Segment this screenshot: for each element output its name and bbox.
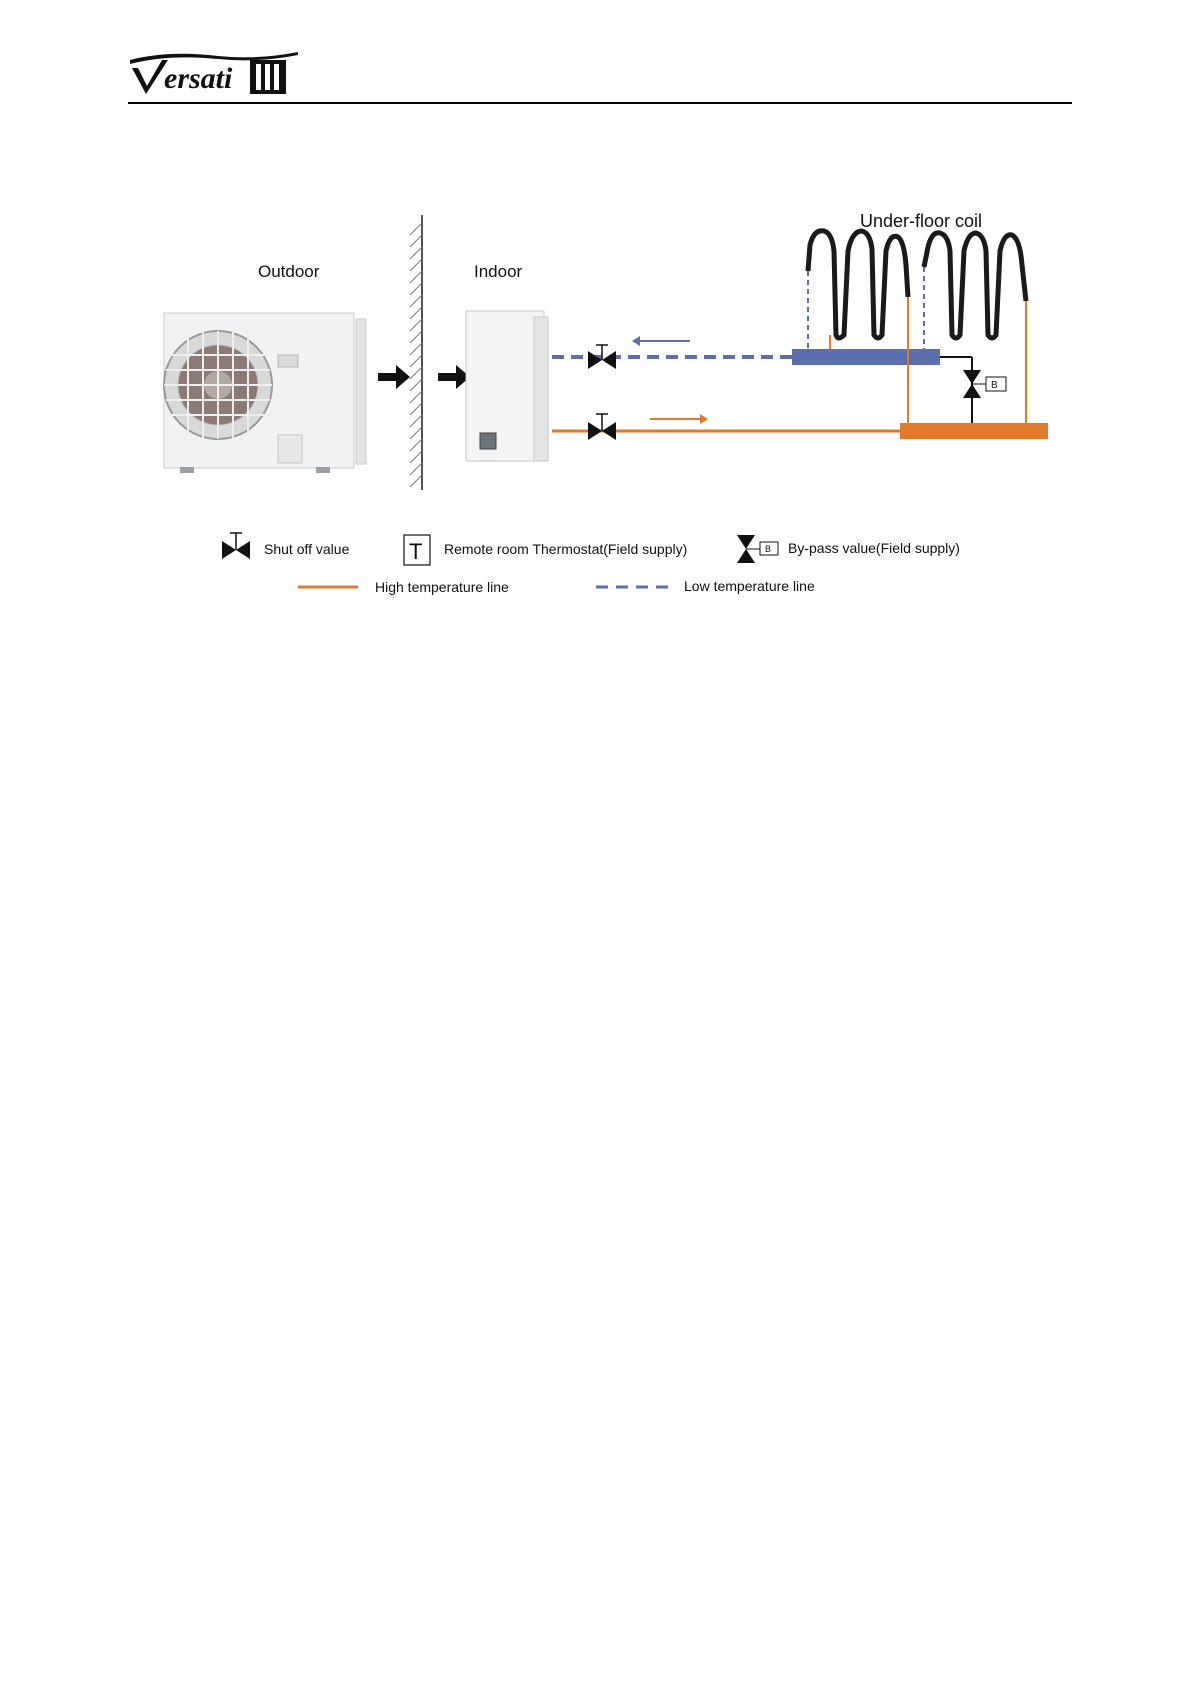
legend-high-temp-line: High temperature line [375,579,509,595]
bypass-tag: B [991,380,998,391]
legend-shut-off-valve: Shut off value [264,541,350,557]
fan-grille-icon [164,331,272,439]
shut-off-valve-high [588,414,616,440]
indoor-unit [466,311,548,461]
header-rule [128,102,1072,104]
svg-text:ersati: ersati [164,62,233,95]
wall [410,215,422,490]
arrow-right-orange-icon [650,414,708,424]
outdoor-unit [164,313,366,473]
shut-off-valve-low [588,345,616,369]
arrow-right-icon [378,365,410,389]
arrow-right-icon [438,365,470,389]
shut-off-valve-legend-icon [222,533,250,559]
page-header [128,44,1072,104]
bypass-valve-legend-icon [737,535,778,563]
underfloor-coil-right [924,233,1026,338]
legend-low-temp-line: Low temperature line [684,578,815,594]
thermostat-symbol: T [409,539,423,564]
thermostat-legend-icon [404,535,430,565]
legend-thermostat: Remote room Thermostat(Field supply) [444,541,688,557]
arrow-left-icon [632,336,690,346]
legend-bypass-valve: By-pass value(Field supply) [788,540,960,556]
indoor-label: Indoor [474,262,523,281]
bypass-legend-tag: B [765,544,772,554]
outdoor-label: Outdoor [258,262,320,281]
versati-logo [128,48,308,100]
high-temperature-pipe [552,423,1048,439]
bypass-valve [940,357,1006,423]
heating-system-diagram [160,205,1050,630]
underfloor-coil-left [808,231,908,338]
underfloor-coil-label: Under-floor coil [860,211,983,231]
